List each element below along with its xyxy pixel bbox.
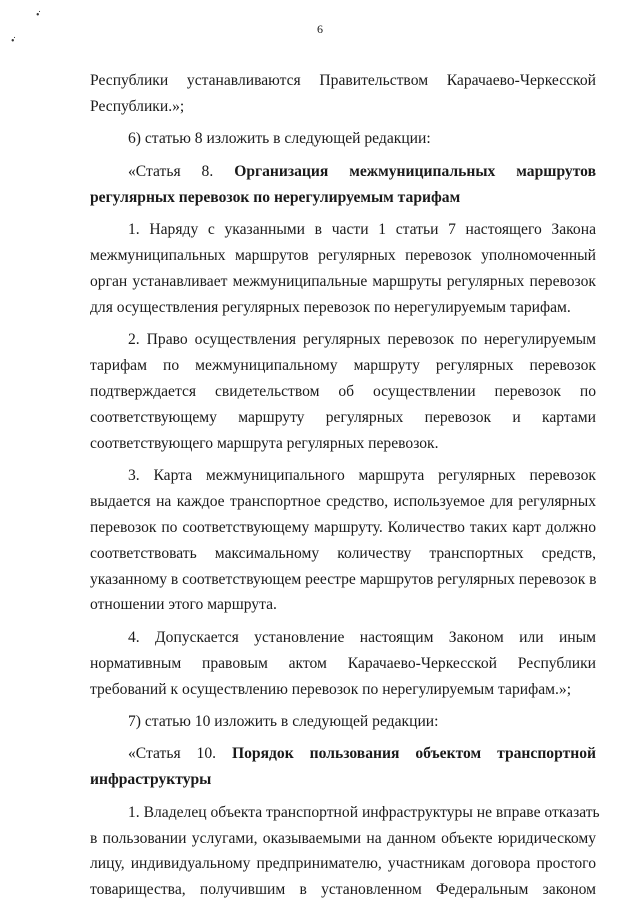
text-line: нормативным правовым актом Карачаево-Черкесской Республики (90, 654, 596, 672)
text-line: соответствовать максимальному количеству транспортных средств, (90, 544, 596, 562)
scan-artifact-mark: •̇ (36, 10, 40, 21)
text-line: отношении этого маршрута. (90, 596, 277, 614)
text-line: межмуниципальных маршрутов регулярных перевозок уполномоченный (90, 246, 596, 264)
text-line (90, 741, 596, 767)
article-label: «Статья 8. (128, 162, 235, 180)
text-line: 7) статью 10 изложить в следующей редакции: (128, 712, 439, 730)
article-heading: Организация межмуниципальных маршрутов (234, 162, 596, 180)
text-line: лицу, индивидуальному предпринимателю, участникам договора простого (90, 855, 596, 873)
text-line: подтверждается свидетельством об осуществлении перевозок по (90, 382, 596, 400)
text-line: инфраструктуры (90, 771, 212, 789)
text-line: Республики.»; (90, 97, 185, 115)
text-line: 4. Допускается установление настоящим Законом или иным (128, 628, 596, 646)
text-line: регулярных перевозок по нерегулируемым тарифам (90, 188, 461, 206)
text-line: перевозок по соответствующему маршруту. Количество таких карт должно (90, 518, 596, 536)
text-line: для осуществления регулярных перевозок по нерегулируемым тарифам. (90, 298, 571, 316)
text-line: выдается на каждое транспортное средство, используемое для регулярных (90, 492, 596, 510)
text-line: соответствующему маршруту регулярных перевозок и картами (90, 408, 596, 426)
text-line: тарифам по межмуниципальному маршруту регулярных перевозок (90, 356, 596, 374)
text-line: Республики устанавливаются Правительством Карачаево-Черкесской (90, 72, 596, 89)
page-number: 6 (317, 22, 323, 36)
text-line: 6) статью 8 изложить в следующей редакции: (128, 130, 431, 148)
document-body (90, 68, 600, 903)
text-line: 1. Наряду с указанными в части 1 статьи 7 настоящего Закона (128, 220, 596, 238)
text-line: указанному в соответствующем реестре маршрутов регулярных перевозок в (90, 570, 597, 588)
text-line: требований к осуществлению перевозок по нерегулируемым тарифам.»; (90, 680, 572, 698)
text-line: товарищества, получившим в установленном Федеральным законом (90, 881, 596, 899)
text-line: в пользовании услугами, оказываемыми на данном объекте юридическому (90, 829, 596, 847)
text-line: орган устанавливает межмуниципальные маршруты регулярных перевозок (90, 272, 596, 290)
text-line: соответствующего маршрута регулярных перевозок. (90, 434, 439, 452)
text-line: 1. Владелец объекта транспортной инфраструктуры не вправе отказать (128, 803, 600, 821)
scan-artifact-mark: •̇ (11, 36, 15, 47)
article-heading: Порядок пользования объектом транспортной (232, 745, 596, 763)
text-line: 2. Право осуществления регулярных перевозок по нерегулируемым (128, 331, 596, 349)
article-label: «Статья 10. (128, 745, 232, 763)
text-line: 3. Карта межмуниципального маршрута регулярных перевозок (128, 466, 596, 484)
text-line (90, 159, 596, 185)
